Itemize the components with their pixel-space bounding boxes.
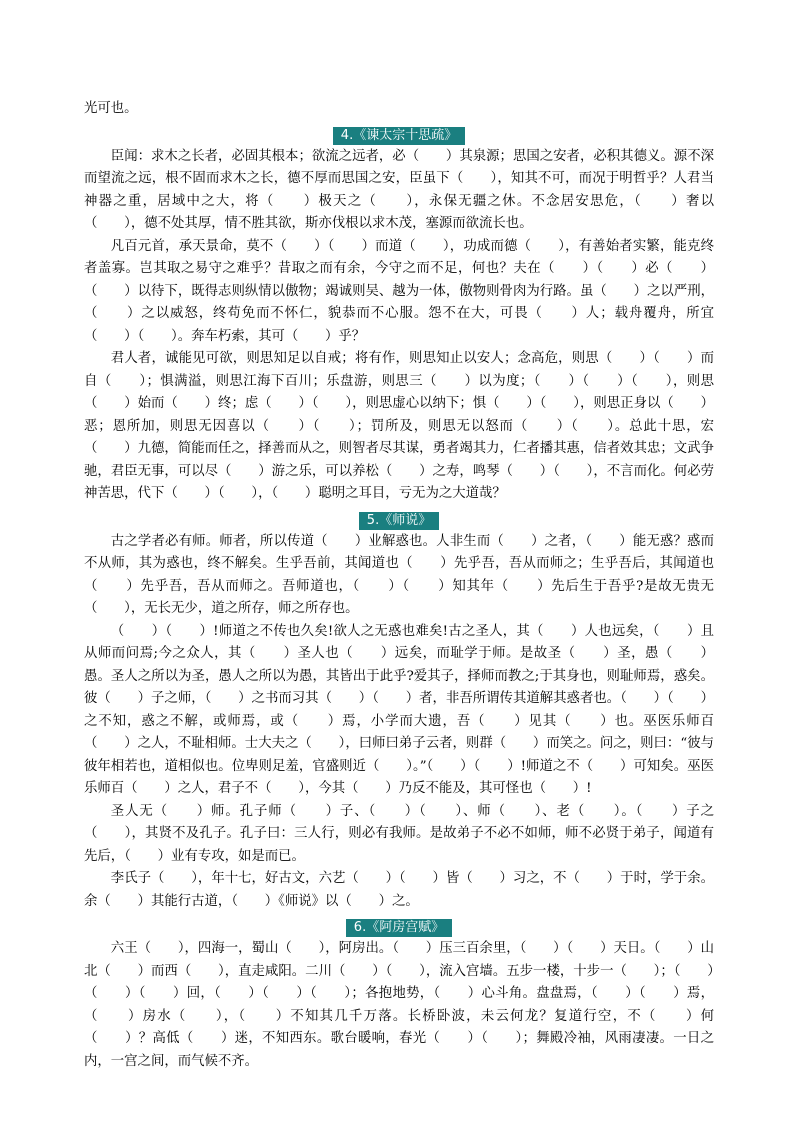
- section-title-row: [84, 123, 714, 145]
- section-title-jianTaizong: 4.《谏太宗十思疏》: [333, 127, 465, 145]
- lead-text: 光可也。: [84, 101, 138, 116]
- section-title-shishuo: 5.《师说》: [359, 512, 439, 530]
- paragraph: 六王（ ），四海一，蜀山（ ），阿房出。（ ）压三百余里，（ ）（ ）天日。（ ）山北（ ）而西（ ），直走咸阳。二川（ ）（ ），流入宫墙。五步一楼，十步一（ ）；（ ）（ ）（ ）回，（ ）（ ）（ ）；各抱地势，（ ）心斗角。盘盘焉，（ ）（ ）焉，（ ）房水（ ），（ ）不知其几千万落。长桥卧波，未云何龙？复道行空，不（ ）何（ ）？高低（ ）迷，不知西东。歌台暖响，春光（ ）（ ）；舞殿冷袖，风雨凄凄。一日之内，一宫之间，而气候不齐。: [84, 941, 714, 1069]
- paragraph: 李氏子（ ），年十七，好古文，六艺（ ）（ ）皆（ ）习之，不（ ）于时，学于余。余（ ）其能行古道，（ ）《师说》以（ ）之。: [84, 871, 714, 909]
- paragraph: 臣闻：求木之长者，必固其根本；欲流之远者，必（ ）其泉源；思国之安者，必积其德义。源不深而望流之远，根不固而求木之长，德不厚而思国之安，臣虽下（ ），知其不可，而况于明哲乎？人君当神器之重，居域中之大，将（ ）极天之（ ），永保无疆之休。不念居安思危，（ ）奢以（ ），德不处其厚，情不胜其欲，斯亦伐根以求木茂，塞源而欲流长也。: [84, 148, 714, 231]
- document-page: [84, 98, 714, 1073]
- section-title-afanggong: 6.《阿房宫赋》: [346, 919, 452, 937]
- paragraph: （ ）（ ）!师道之不传也久矣!欲人之无惑也难矣!古之圣人，其（ ）人也远矣，（ ）且从师而问焉;今之众人，其（ ）圣人也（ ）远矣，而耻学于师。是故圣（ ）圣，愚（ ）愚。圣人之所以为圣，愚人之所以为愚，其皆出于此乎?爱其子，择师而教之;于其身也，则耻师焉，惑矣。彼（ ）子之师，（ ）之书而习其（ ）（ ）者，非吾所谓传其道解其惑者也。（ ）（ ）之不知，惑之不解，或师焉，或（ ）焉，小学而大遗，吾（ ）见其（ ）也。巫医乐师百（ ）之人，不耻相师。士大夫之（ ），曰师曰弟子云者，则群（ ）而笑之。问之，则曰：“彼与彼年相若也，道相似也。位卑则足羞，官盛则近（ ）。”（ ）（ ）!师道之不（ ）可知矣。巫医乐师百（ ）之人，君子不（ ），今其（ ）乃反不能及，其可怪也（ ）!: [84, 623, 714, 796]
- paragraph: 圣人无（ ）师。孔子师（ ）子、（ ）（ ）、师（ ）、老（ ）。（ ）子之（ ），其贤不及孔子。孔子曰：三人行，则必有我师。是故弟子不必不如师，师不必贤于弟子，闻道有先后，（ ）业有专攻，如是而已。: [84, 803, 714, 864]
- paragraph: 古之学者必有师。师者，所以传道（ ）业解惑也。人非生而（ ）之者，（ ）能无惑？惑而不从师，其为惑也，终不解矣。生乎吾前，其闻道也（ ）先乎吾，吾从而师之；生乎吾后，其闻道也（ ）先乎吾，吾从而师之。吾师道也，（ ）（ ）知其年（ ）先后生于吾乎?是故无贵无（ ），无长无少，道之所存，师之所存也。: [84, 533, 714, 616]
- section-title-row: [84, 508, 714, 530]
- paragraph: 君人者，诚能见可欲，则思知足以自戒；将有作，则思知止以安人；念高危，则思（ ）（ ）而自（ ）；惧满溢，则思江海下百川；乐盘游，则思三（ ）以为度；（ ）（ ）（ ），则思（ ）始而（ ）终；虑（ ）（ ），则思虚心以纳下；惧（ ）（ ），则思正身以（ ）恶；恩所加，则思无因喜以（ ）（ ）；罚所及，则思无以怒而（ ）（ ）。总此十思，宏（ ）九德，简能而任之，择善而从之，则智者尽其谋，勇者竭其力，仁者播其惠，信者效其忠；文武争驰，君臣无事，可以尽（ ）游之乐，可以养松（ ）之寿，鸣琴（ ）（ ），不言而化。何必劳神苦思，代下（ ）（ ），（ ）聪明之耳目，亏无为之大道哉？: [84, 351, 714, 501]
- paragraph: 凡百元首，承天景命，莫不（ ）（ ）而道（ ），功成而德（ ），有善始者实繁，能克终者盖寡。岂其取之易守之难乎？昔取之而有余，今守之而不足，何也？夫在（ ）（ ）必（ ）（ ）以待下，既得志则纵情以傲物；竭诚则吴、越为一体，傲物则骨肉为行路。虽（ ）之以严刑，（ ）之以威怒，终苟免而不怀仁，貌恭而不心服。怨不在大，可畏（ ）人；载舟覆舟，所宜（ ）（ ）。奔车朽索，其可（ ）乎？: [84, 238, 714, 344]
- section-title-row: [84, 915, 714, 937]
